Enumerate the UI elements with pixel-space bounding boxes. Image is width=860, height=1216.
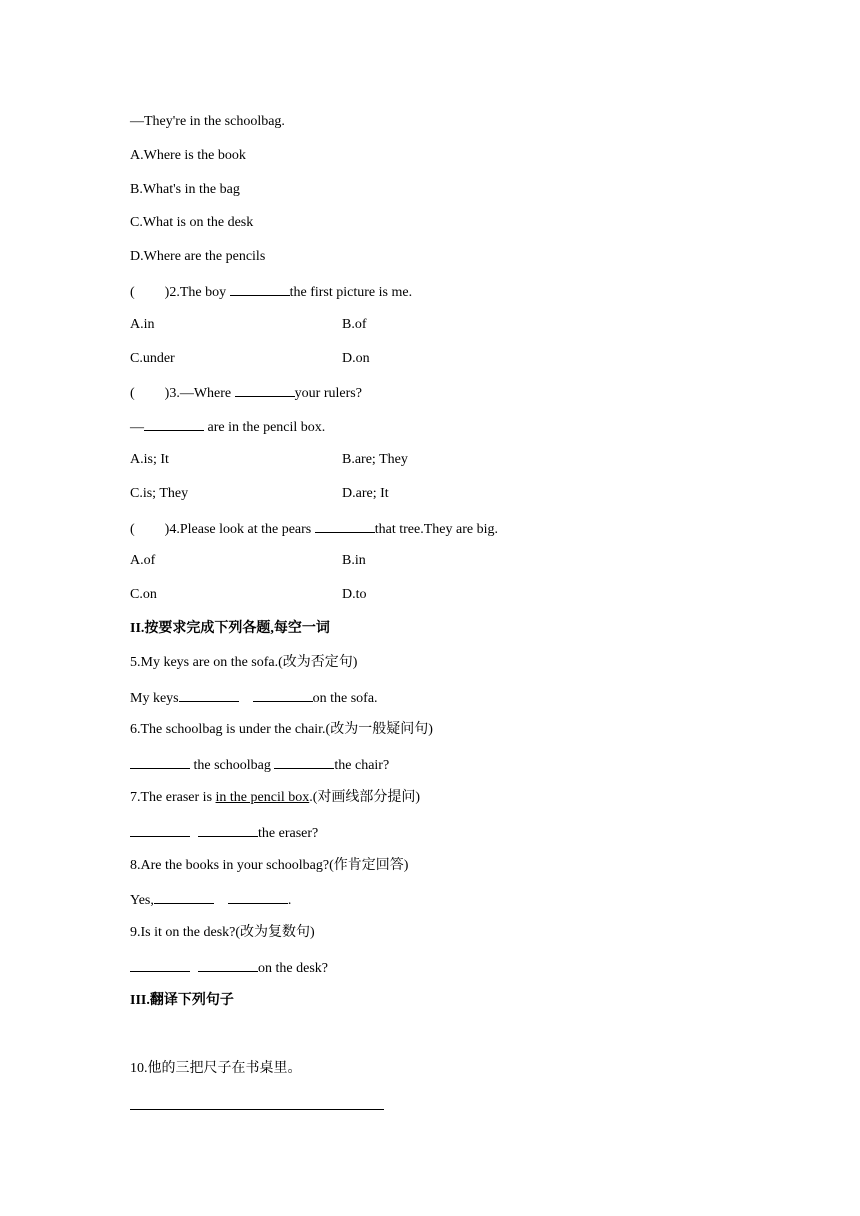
section-3-spacer (130, 1025, 750, 1059)
q7-answer-after: the eraser? (258, 825, 319, 841)
q3-options-row-2 (130, 484, 750, 518)
q10-answer-line (130, 1108, 384, 1110)
q5-answer (130, 687, 750, 721)
q6-answer-mid: the schoolbag (190, 758, 275, 774)
q8-answer-before: Yes, (130, 893, 154, 909)
q5-answer-before: My keys (130, 690, 179, 706)
q2-option-d: D.on (342, 350, 370, 366)
q2-option-c: C.under (130, 350, 175, 366)
q3-dash: — (130, 420, 144, 436)
q4-option-c: C.on (130, 587, 157, 603)
q3-stem (130, 382, 750, 416)
q4-blank (315, 518, 375, 533)
q5-blank-2 (253, 687, 313, 702)
q1-answer-line: —They're in the schoolbag. (130, 114, 285, 129)
q1-option-a: A.Where is the book (130, 147, 246, 163)
q1-option-b: B.What's in the bag (130, 181, 240, 197)
q4-paren-close: ) (164, 521, 170, 537)
q6-blank-2 (274, 754, 334, 769)
q4-options-row-1 (130, 551, 750, 585)
q2-stem (130, 281, 750, 315)
q2-option-b: B.of (342, 316, 367, 332)
q9-blank-1 (130, 957, 190, 972)
q3-option-b: B.are; They (342, 451, 408, 467)
q8-answer-after: . (287, 893, 292, 909)
q10-prompt: 10.他的三把尺子在书桌里。 (130, 1060, 302, 1076)
q3-blank-2 (144, 416, 204, 431)
q6-blank-1 (130, 754, 190, 769)
q2-options-row-1 (130, 315, 750, 349)
q3-after: your rulers? (294, 386, 362, 402)
q2-after: the first picture is me. (289, 284, 413, 300)
q3-options-row-1 (130, 450, 750, 484)
q4-options-row-2 (130, 585, 750, 619)
q8-blank-2 (228, 889, 288, 904)
q9-blank-2 (198, 957, 258, 972)
q4-stem (130, 518, 750, 552)
q3-option-c: C.is; They (130, 485, 189, 501)
section-3-title: III.翻译下列句子 (130, 992, 234, 1008)
q6-prompt: 6.The schoolbag is under the chair.(改为一般疑问句) (130, 722, 433, 738)
q7-prompt-before: 7.The eraser is (130, 789, 216, 805)
q9-answer (130, 957, 750, 991)
q8-blank-1 (154, 889, 214, 904)
q5-prompt: 5.My keys are on the sofa.(改为否定句) (130, 654, 358, 670)
q8-answer (130, 889, 750, 923)
section-2-title: II.按要求完成下列各题,每空一词 (130, 620, 330, 636)
q2-paren-open: ( (130, 284, 135, 300)
q3-response-after: are in the pencil box. (204, 420, 326, 436)
q4-option-d: D.to (342, 587, 367, 603)
q4-paren-open: ( (130, 521, 135, 537)
q1-option-d: D.Where are the pencils (130, 249, 266, 265)
q7-blank-1 (130, 822, 190, 837)
q4-before: 4.Please look at the pears (169, 521, 315, 537)
worksheet-page (130, 112, 750, 1110)
q3-option-a: A.is; It (130, 451, 169, 467)
q7-prompt-underlined: in the pencil box (215, 789, 310, 805)
q2-option-a: A.in (130, 316, 155, 332)
q5-answer-after: on the sofa. (312, 690, 378, 706)
q7-prompt-after: .(对画线部分提问) (309, 789, 421, 805)
q9-answer-after: on the desk? (258, 960, 328, 976)
q4-after: that tree.They are big. (374, 521, 498, 537)
q9-prompt: 9.Is it on the desk?(改为复数句) (130, 925, 315, 941)
q2-paren-close: ) (164, 284, 170, 300)
q7-prompt (130, 788, 750, 822)
q3-paren-open: ( (130, 386, 135, 402)
q3-blank-1 (235, 382, 295, 397)
q3-paren-close: ) (164, 386, 170, 402)
q6-answer (130, 754, 750, 788)
q2-options-row-2 (130, 349, 750, 383)
q3-response (130, 416, 750, 450)
q4-option-b: B.in (342, 553, 366, 569)
q3-option-d: D.are; It (342, 485, 389, 501)
q5-blank-1 (179, 687, 239, 702)
q7-blank-2 (198, 822, 258, 837)
q3-before: 3.—Where (169, 386, 235, 402)
q7-answer (130, 822, 750, 856)
q4-option-a: A.of (130, 553, 156, 569)
q6-answer-after: the chair? (334, 758, 390, 774)
q1-option-c: C.What is on the desk (130, 215, 254, 231)
q2-before: 2.The boy (169, 284, 230, 300)
q8-prompt: 8.Are the books in your schoolbag?(作肯定回答) (130, 857, 409, 873)
q2-blank (230, 281, 290, 296)
